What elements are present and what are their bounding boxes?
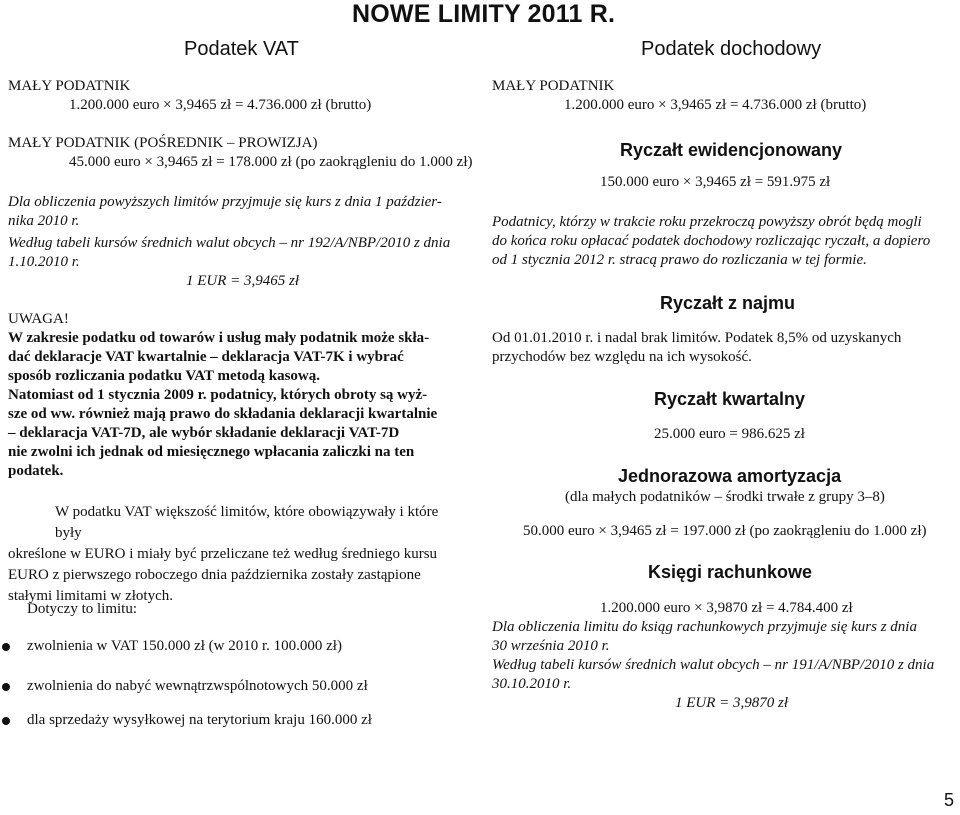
ryczalt-najmu-text [492, 329, 955, 367]
bullet-dot [2, 643, 10, 651]
bullet-text: zwolnienia w VAT 150.000 zł (w 2010 r. 100.000 zł) [27, 638, 342, 654]
uwaga-block [8, 329, 458, 481]
vat-rate-note-3: Według tabeli kursów średnich walut obcych – nr 192/A/NBP/2010 z dnia [8, 235, 451, 251]
para-line: EURO z pierwszego roboczego dnia października zostały zastąpione [8, 567, 421, 583]
uwaga-line: Natomiast od 1 stycznia 2009 r. podatnicy, których obroty są wyż- [8, 387, 428, 403]
note-line: do końca roku opłacać podatek dochodowy rozliczając ryczałt, a dopiero [492, 233, 931, 249]
para-line: określone w EURO i miały być przeliczane też według średniego kursu [8, 546, 438, 562]
vat-posrednik-value: 45.000 euro × 3,9465 zł = 178.000 zł (po zaokrągleniu do 1.000 zł) [69, 154, 473, 170]
ksiegi-rate: 1 EUR = 3,9870 zł [675, 695, 789, 711]
ksiegi-note-line: Dla obliczenia limitu do ksiąg rachunkowych przyjmuje się kurs z dnia [492, 619, 917, 635]
para-line: W podatku VAT większość limitów, które obowiązywały i które były [55, 504, 439, 541]
uwaga-label: UWAGA! [8, 311, 69, 327]
dotyczy-label: Dotyczy to limitu: [27, 601, 137, 617]
bullet-item [2, 637, 342, 656]
najmu-line: przychodów bez względu na ich wysokość. [492, 349, 752, 365]
amortyzacja-value: 50.000 euro × 3,9465 zł = 197.000 zł (po zaokrągleniu do 1.000 zł) [523, 523, 927, 539]
vat-posrednik-label: MAŁY PODATNIK (POŚREDNIK – PROWIZJA) [8, 135, 318, 151]
vat-rate-note-2: nika 2010 r. [8, 213, 80, 229]
ksiegi-note-line: 30.10.2010 r. [492, 676, 572, 692]
uwaga-line: W zakresie podatku od towarów i usług mały podatnik może skła- [8, 330, 430, 346]
vat-maly-value: 1.200.000 euro × 3,9465 zł = 4.736.000 zł (brutto) [69, 97, 372, 113]
najmu-line: Od 01.01.2010 r. i nadal brak limitów. Podatek 8,5% od uzyskanych [492, 330, 902, 346]
vat-paragraph [8, 502, 468, 607]
doch-maly-value: 1.200.000 euro × 3,9465 zł = 4.736.000 zł (brutto) [564, 97, 867, 113]
vat-rate: 1 EUR = 3,9465 zł [186, 273, 300, 289]
note-line: Podatnicy, którzy w trakcie roku przekroczą powyższy obrót będą mogli [492, 214, 922, 230]
vat-rate-note-4: 1.10.2010 r. [8, 254, 80, 270]
ryczalt-kwartalny-value: 25.000 euro = 986.625 zł [654, 426, 805, 442]
bullet-item [2, 677, 368, 696]
vat-heading: Podatek VAT [184, 38, 299, 60]
para-line: stałymi limitami w złotych. [8, 588, 173, 604]
ksiegi-note-line: Według tabeli kursów średnich walut obcych – nr 191/A/NBP/2010 z dnia [492, 657, 935, 673]
bullet-text: dla sprzedaży wysyłkowej na terytorium kraju 160.000 zł [27, 712, 372, 728]
ryczalt-ewidencjonowany-heading: Ryczałt ewidencjonowany [620, 140, 843, 160]
amortyzacja-heading: Jednorazowa amortyzacja [618, 466, 842, 486]
bullet-text: zwolnienia do nabyć wewnątrzwspólnotowych 50.000 zł [27, 678, 368, 694]
bullet-dot [2, 717, 10, 725]
ryczalt-najmu-heading: Ryczałt z najmu [660, 293, 796, 313]
uwaga-line: podatek. [8, 463, 64, 479]
amortyzacja-subtitle: (dla małych podatników – środki trwałe z grupy 3–8) [565, 489, 885, 505]
uwaga-line: dać deklaracje VAT kwartalnie – deklaracja VAT-7K i wybrać [8, 349, 404, 365]
bullet-dot [2, 683, 10, 691]
bullet-item [2, 711, 372, 730]
page-number: 5 [943, 790, 954, 810]
doch-maly-label: MAŁY PODATNIK [492, 78, 615, 94]
ryczalt-kwartalny-heading: Ryczałt kwartalny [654, 389, 806, 409]
ksiegi-note-line: 30 września 2010 r. [492, 638, 610, 654]
dochodowy-heading: Podatek dochodowy [641, 38, 822, 60]
vat-maly-label: MAŁY PODATNIK [8, 78, 131, 94]
ksiegi-value: 1.200.000 euro × 3,9870 zł = 4.784.400 zł [600, 600, 853, 616]
ryczalt-ewidencjonowany-value: 150.000 euro × 3,9465 zł = 591.975 zł [600, 174, 831, 190]
ryczalt-ewidencjonowany-note [492, 213, 930, 270]
uwaga-line: – deklaracja VAT-7D, ale wybór składanie deklaracji VAT-7D [8, 425, 400, 441]
uwaga-line: sposób rozliczania podatku VAT metodą kasową. [8, 368, 321, 384]
ksiegi-heading: Księgi rachunkowe [648, 562, 813, 582]
vat-rate-note-1: Dla obliczenia powyższych limitów przyjmuje się kurs z dnia 1 paździer- [8, 194, 442, 210]
page-title: NOWE LIMITY 2011 R. [352, 0, 616, 28]
uwaga-line: nie zwolni ich jednak od miesięcznego wpłacania zaliczki na ten [8, 444, 415, 460]
uwaga-line: sze od ww. również mają prawo do składania deklaracji kwartalnie [8, 406, 438, 422]
note-line: od 1 stycznia 2012 r. stracą prawo do rozliczania w tej formie. [492, 252, 867, 268]
ksiegi-note [492, 618, 934, 694]
